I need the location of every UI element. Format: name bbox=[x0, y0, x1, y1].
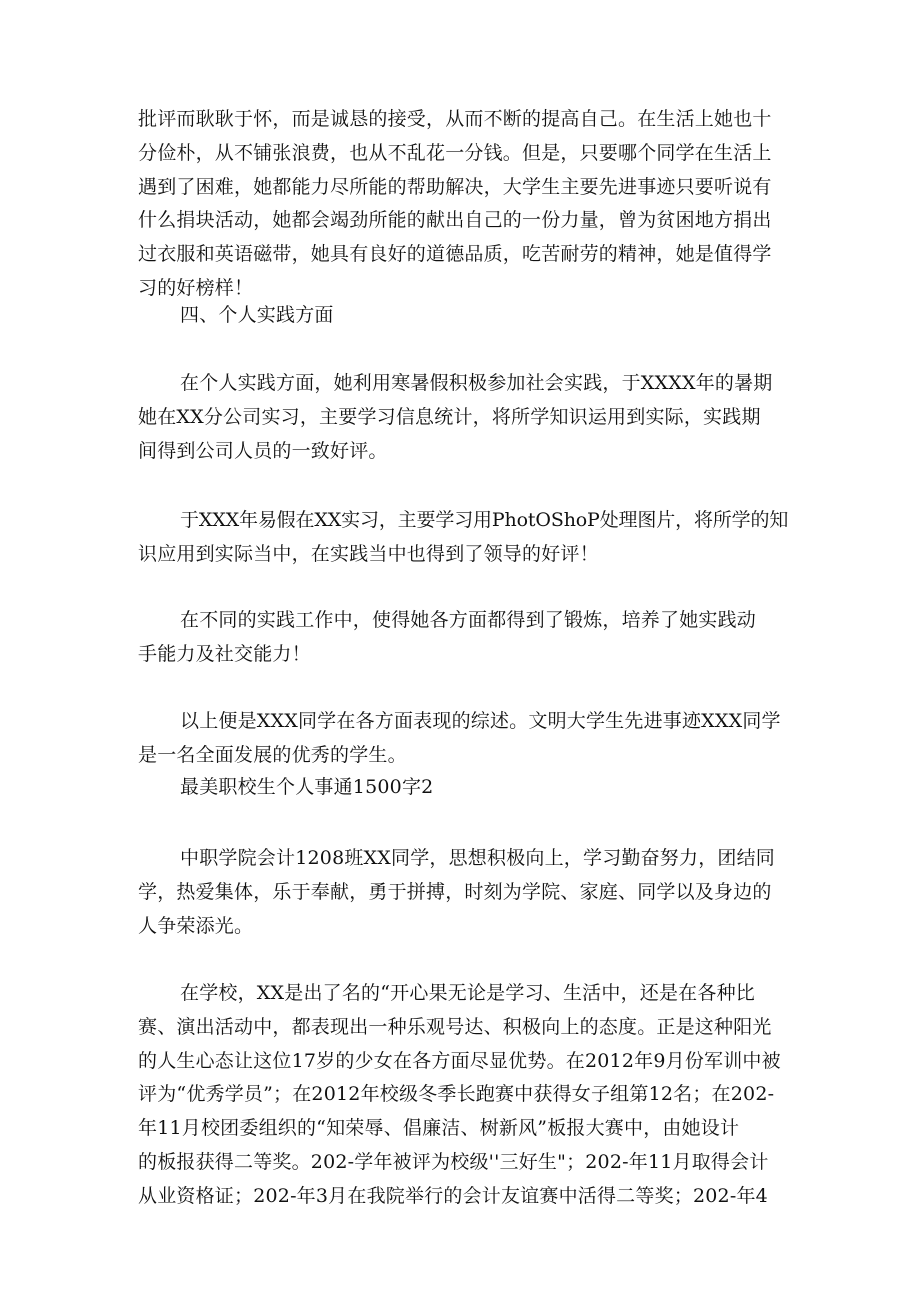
paragraph-9 bbox=[138, 977, 788, 1214]
text-line: 是一名全面发展的优秀的学生。 bbox=[138, 743, 407, 766]
text-line: 在学校，XX是出了名的“开心果无论是学习、生活中，还是在各种比 bbox=[180, 982, 755, 1004]
text-line: 批评而耿耿于怀，而是诚恳的接受，从而不断的提高自己。在生活上她也十 bbox=[138, 108, 772, 130]
text-line: 识应用到实际当中，在实践当中也得到了领导的好评！ bbox=[138, 542, 599, 565]
paragraph-3 bbox=[138, 367, 788, 468]
section-heading bbox=[138, 299, 788, 333]
text-line: 习的好榜样！ bbox=[138, 276, 254, 299]
subtitle-text: 最美职校生个人事通1500字2 bbox=[180, 776, 434, 798]
text-line: 在个人实践方面，她利用寒暑假积极参加社会实践，于XXXX年的暑期 bbox=[180, 372, 773, 394]
text-line: 分俭朴，从不铺张浪费，也从不乱花一分钱。但是，只要哪个同学在生活上 bbox=[138, 141, 772, 164]
paragraph-6 bbox=[138, 705, 788, 773]
article-subtitle bbox=[138, 771, 788, 805]
text-line: 的板报获得二等奖。202-学年被评为校级''三好生"；202-年11月取得会计 bbox=[138, 1150, 769, 1173]
paragraph-5 bbox=[138, 604, 788, 672]
text-line: 中职学院会计1208班XX同学，思想积极向上，学习勤奋努力，团结同 bbox=[180, 847, 776, 869]
text-line: 她在XX分公司实习，主要学习信息统计，将所学知识运用到实际，实践期 bbox=[138, 405, 761, 428]
paragraph-4 bbox=[138, 504, 788, 572]
text-line: 手能力及社交能力！ bbox=[138, 642, 311, 665]
text-line: 在不同的实践工作中，使得她各方面都得到了锻炼，培养了她实践动 bbox=[180, 609, 757, 631]
text-line: 于XXX年易假在XX实习，主要学习用PhotOShoP处理图片，将所学的知 bbox=[180, 509, 789, 531]
text-line: 从业资格证；202-年3月在我院举行的会计友谊赛中活得二等奖；202-年4 bbox=[138, 1184, 768, 1207]
text-line: 遇到了困难，她都能力尽所能的帮助解决，大学生主要先进事迹只要听说有 bbox=[138, 175, 772, 198]
text-line: 过衣服和英语磁带，她具有良好的道德品质，吃苦耐劳的精神，她是值得学 bbox=[138, 243, 772, 266]
text-line: 间得到公司人员的一致好评。 bbox=[138, 439, 388, 462]
text-line: 学，热爱集体，乐于奉献，勇于拼搏，时刻为学院、家庭、同学以及身边的 bbox=[138, 880, 772, 903]
heading-text: 四、个人实践方面 bbox=[180, 304, 334, 326]
text-line: 人争荣添光。 bbox=[138, 914, 254, 937]
text-line: 赛、演出活动中，都表现出一种乐观号达、积极向上的态度。正是这种阳光 bbox=[138, 1015, 772, 1038]
text-line: 什么捐块活动，她都会竭劲所能的献出自己的一份力量，曾为贫困地方捐出 bbox=[138, 209, 772, 232]
paragraph-8 bbox=[138, 842, 788, 943]
paragraph-1 bbox=[138, 103, 788, 306]
text-line: 的人生心态让这位17岁的少女在各方面尽显优势。在2012年9月份军训中被 bbox=[138, 1049, 781, 1072]
text-line: 以上便是XXX同学在各方面表现的综述。文明大学生先进事迹XXX同学 bbox=[180, 710, 781, 732]
text-line: 年11月校团委组织的“知荣辱、倡廉洁、树新风”板报大赛中，由她设计 bbox=[138, 1117, 740, 1140]
text-line: 评为“优秀学员”；在2012年校级冬季长跑赛中获得女子组第12名；在202- bbox=[138, 1083, 775, 1106]
